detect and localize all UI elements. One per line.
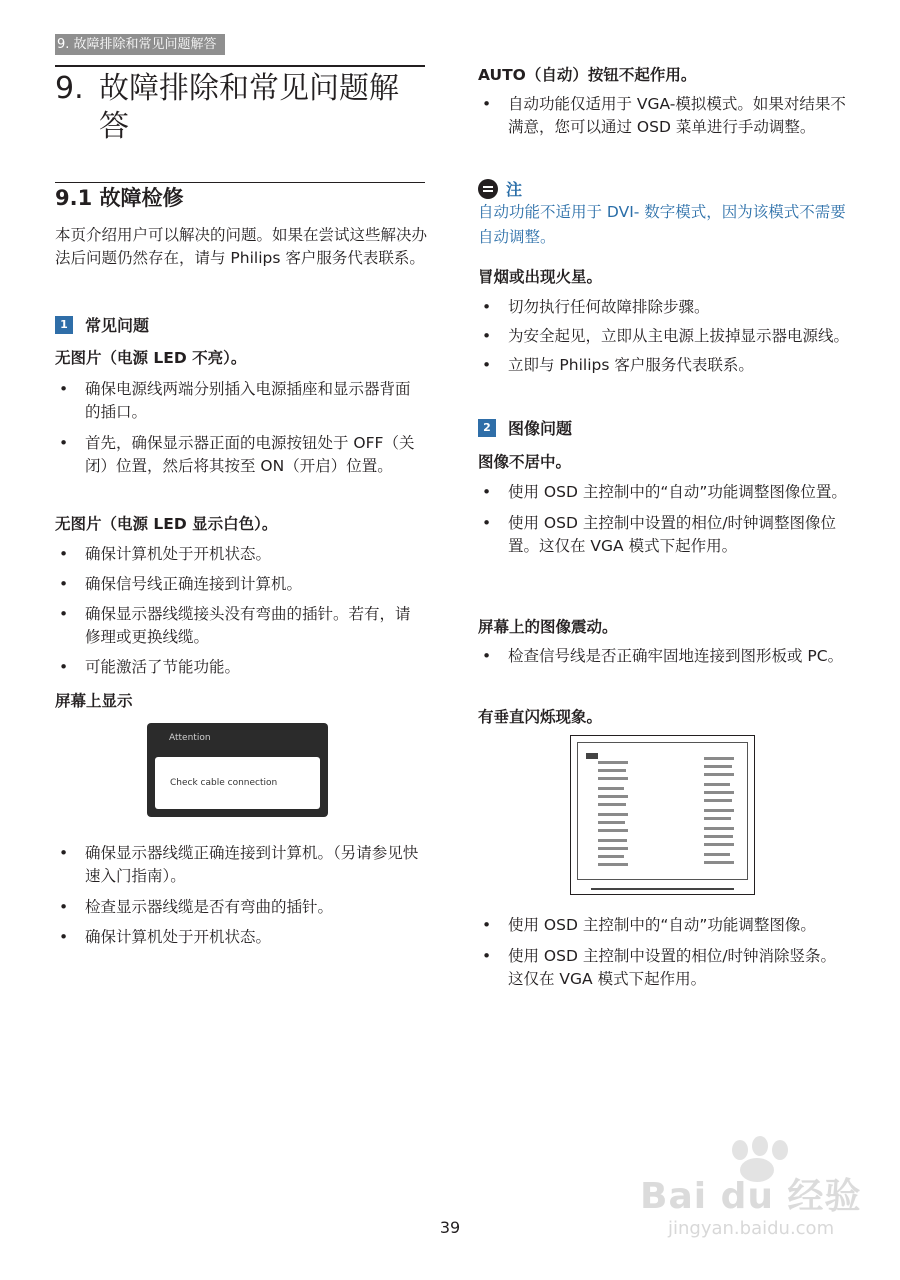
list-item: • 可能激活了节能功能。 xyxy=(59,658,241,676)
common-problems-label: 常见问题 xyxy=(85,316,150,335)
osd-title: Attention xyxy=(169,733,211,743)
section-badge-1: 1 xyxy=(55,316,73,334)
chapter-title xyxy=(55,70,425,146)
bullet-list xyxy=(478,645,850,668)
list-item: • 确保电源线两端分别插入电源插座和显示器背面的插口。 xyxy=(59,380,411,421)
list-item: • 切勿执行任何故障排除步骤。 xyxy=(482,298,710,316)
list-item: • 确保信号线正确连接到计算机。 xyxy=(59,575,303,593)
list-item: • 确保显示器线缆接头没有弯曲的插针。若有，请修理或更换线缆。 xyxy=(59,605,411,646)
section-title: 9.1 故障检修 xyxy=(55,186,184,210)
problem-title: 屏幕上的图像震动。 xyxy=(478,618,618,636)
section-badge-2: 2 xyxy=(478,419,496,437)
list-item: • 使用 OSD 主控制中设置的相位/时钟消除竖条。这仅在 VGA 模式下起作用。 xyxy=(482,947,837,988)
bullet-list xyxy=(55,543,425,679)
watermark-sub: jingyan.baidu.com xyxy=(668,1218,835,1239)
bullet-list xyxy=(478,481,850,558)
vertical-flicker-illustration xyxy=(570,735,755,895)
logo-mark xyxy=(586,753,598,759)
running-head: 9. 故障排除和常见问题解答 xyxy=(55,34,225,55)
list-item: • 首先，确保显示器正面的电源按钮处于 OFF（关闭）位置，然后将其按至 ON（开启）位置。 xyxy=(59,434,415,475)
list-item: • 使用 OSD 主控制中的“自动”功能调整图像位置。 xyxy=(482,483,847,501)
monitor-base xyxy=(591,888,734,890)
list-item: • 确保计算机处于开机状态。 xyxy=(59,545,272,563)
chapter-title-text: 故障排除和常见问题解答 xyxy=(99,71,399,144)
note-label: 注 xyxy=(506,180,523,199)
list-item: • 使用 OSD 主控制中的“自动”功能调整图像。 xyxy=(482,916,816,934)
problem-title: 无图片（电源 LED 不亮）。 xyxy=(55,349,247,367)
bullet-list xyxy=(478,914,850,991)
bullet-list xyxy=(478,93,850,139)
image-problems-heading xyxy=(478,416,572,439)
baidu-watermark xyxy=(640,1140,870,1250)
note-text: 自动功能不适用于 DVI- 数字模式，因为该模式不需要自动调整。 xyxy=(478,203,846,246)
watermark-main: Bai du 经验 xyxy=(640,1176,862,1217)
list-item: • 使用 OSD 主控制中设置的相位/时钟调整图像位置。这仅在 VGA 模式下起作用。 xyxy=(482,514,837,555)
image-problems-label: 图像问题 xyxy=(508,419,573,438)
list-item: • 检查信号线是否正确牢固地连接到图形板或 PC。 xyxy=(482,647,844,665)
list-item: • 自动功能仅适用于 VGA-模拟模式。如果对结果不满意，您可以通过 OSD 菜单进行手动调整。 xyxy=(482,95,846,136)
osd-attention-dialog xyxy=(147,723,328,817)
screen-area xyxy=(577,742,748,880)
bullet-list xyxy=(478,296,850,377)
list-item: • 检查显示器线缆是否有弯曲的插针。 xyxy=(59,898,334,916)
note-icon xyxy=(478,179,498,199)
list-item: • 确保显示器线缆正确连接到计算机。（另请参见快速入门指南）。 xyxy=(59,844,419,885)
bullet-list xyxy=(55,378,425,478)
note-heading xyxy=(478,177,522,200)
problem-title: 图像不居中。 xyxy=(478,453,572,471)
chapter-rule xyxy=(55,65,425,67)
osd-message: Check cable connection xyxy=(155,757,320,809)
intro-paragraph: 本页介绍用户可以解决的问题。如果在尝试这些解决办法后问题仍然存在，请与 Philips 客户服务代表联系。 xyxy=(55,226,428,267)
problem-title: 冒烟或出现火星。 xyxy=(478,268,603,286)
problem-title: 无图片（电源 LED 显示白色）。 xyxy=(55,515,278,533)
osd-heading: 屏幕上显示 xyxy=(55,692,133,710)
page-number: 39 xyxy=(439,1218,461,1237)
common-problems-heading xyxy=(55,313,149,336)
problem-title: 有垂直闪烁现象。 xyxy=(478,708,603,726)
list-item: • 为安全起见，立即从主电源上拔掉显示器电源线。 xyxy=(482,327,850,345)
list-item: • 确保计算机处于开机状态。 xyxy=(59,928,272,946)
problem-title: AUTO（自动）按钮不起作用。 xyxy=(478,66,697,84)
list-item: • 立即与 Philips 客户服务代表联系。 xyxy=(482,356,754,374)
bullet-list xyxy=(55,842,425,949)
chapter-number: 9. xyxy=(55,71,84,106)
section-rule xyxy=(55,182,425,183)
